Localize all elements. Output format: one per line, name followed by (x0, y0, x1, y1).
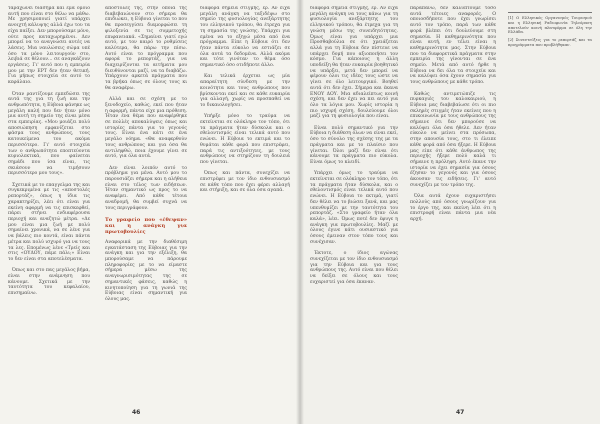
paragraph: Αναφορικά με την διαθέσιμη εγκατάσταση της Εύβοιας για την ανάγκη και για την εξέλιξη, θα μπορούσαμε να πάρουμε πληροφορίες με το να είμαστε σήμερα μέσω της αναγνωρισιμότητας της σε σημαντικές φάσεις, καθώς η κινητοποίηση για τη γωνιά της Εύβοιας είναι σημαντική για όλους μας. (105, 239, 187, 302)
paragraph: Καθώς αντιμετώπιζε τις πυρκαγιές του καλοκαιριού, η Εύβοια μας διαβεβαίωσε ότι οι πιο σκληρές στιγμές ήταν εκείνες που η επικοινωνία με τους ανθρώπους της σήμαινε ότι δεν μπορούσε να καλύψει όλα όσα ήθελε. Δεν ήταν εύκολο να μείνει στα πρόσωπα, στην απουσία τους, στο τι έλειπε κάθε φορά από όσα ήξερε. Η Εύβοια μας είπε ότι κάθε άνθρωπος της περιοχής ήξερε πολύ καλά τι σήμαινε η πρόληψη. Αυτό έκανε την ιστορία να έχει σημασία για όσους έζησαν το γεγονός και για όσους άκουσαν τις ειδήσεις. Γι' αυτό συνεχίζει με τον τρόπο της. (410, 91, 496, 188)
paragraph: Υπήρξε μόνο το τραύμα να εκτείνεται σε ολόκληρο τον τόπο, ότι τα πράγματα ήταν δύσκολα και ο εθελοντισμός είναι τελικά αυτό που ενώνει. Η Εύβοια το εκτιμά και το θυμάται κάθε φορά που επιστρέφει, παρά τις αντιξοότητες, με τους ανθρώπους να στηρίζουν τη δουλειά που γίνεται. (200, 114, 290, 165)
paragraph: διάφορα σημεία στιγμής, ερ. Αν είχα μεγάλη ανάγκη να τους κάνω για τη φυσιολογία ανεξάρτητης του ελληνικού τρόπου, θα έτρεχα για τη γνώση μέσω της συνειδητότητας. Όμως είναι για υπάρχει μια Προσθαβούλια σε ότι χρειάζεται αλλά για τη Εύβοια δεν πίστευε να υπάρχει δομή που αξιοποιήσει τον κόσμο. Για κάποιους η άλλη υποδείξη θα ήταν ευκαιρία βοηθητικό να υπάρξει, μετά δεν μπορεί να φέρουν όλοι τις ιδέες τους ώστε να γίνει σε όλο λειτουργικό. Βοηθεί αυτά ότι δεν έχει. Σήμερα και έκανα ΕΝΟΥ ΔΟΥ. Μια αδιαλείπτως κοινή σχέση, και δεν έχει να πει αυτό για όλο τα λόγια μου. Χωρίς ιστορία η πιο ισχυρή σχέση, δουλεύουμε όλοι μαζί για τη φυσιολογία που είναι. (310, 6, 398, 120)
footnotes (508, 12, 592, 48)
paragraph: Είναι πολύ σημαντικό για την Εύβοια η διάθεση όλων να είναι εκεί, όσο το σύνολο της σχέσης της με τα πράγματα και με το πλαίσιο που γίνεται. Όλοι μαζί δεν είναι ότι κάνουμε τα πράγματα πιο εύκολα. Είναι όμως το κλειδί. (310, 125, 398, 165)
page-number-left: 46 (132, 409, 141, 416)
paragraph: Και τελικά έρχεται ως μία απαραίτητη σύνδεση με την κοινότητα και τους ανθρώπους που βρίσκονται εκεί και σε κάθε ευκαιρία για αλλαγή, χωρίς να προσπαθεί να το δικαιολογήσει. (200, 74, 290, 108)
paragraph: αποστολές της, στην οποία της διαβεβαιώνουν στο σήμερα θα επιδιώκει, η Εύβοια γίνεται το που θα προσεγγίσει διαμορφώσει τη φιλοξενία σε τις συμμετοχής επιφανειακά. «Σημαίνει γιατί εγώ αυτό, με τον καιρό το ρυθμίσεις καλύτερα, θα πάρω την πίσω. Αυτό είναι το πρόγραμμα που αφορά το ρεπορτάζ, για να διαχειρίζονται τα αιτήματα μου διευθύνονται μαζί, να τα διαβάζω. Υπάρχουν αρκετά πράγματα που τα βρήκα όπως σε όλους τους κι θα αναφέρω. (105, 6, 187, 91)
footnote: [1] Ο Ελληνικός Οργανισμός Τουρισμού και η Ελληνική Ραδιοφωνία Τηλεόραση αποτελούν κοινή πλατφόρμα σε όλη την Ελλάδα. (508, 15, 592, 35)
right-page (300, 0, 600, 424)
paragraph: Όταν ραντίζουμε εμπεδώσει της αυτά της για τη ζωή και την ανθρωπότητα, η Εύβοια φάνηκε ως μεγάλη καλή που δεν ήταν μόνο μια αυτή τη σημείο της είναι μέσα στα εμπειρίας. «Μου μοιάζει πολύ αποσιώπηση εμφανίζεται στο φάσμα τους ανθρώπους, τους κατοικείμενα του ακόμα περισσότερο. Γι' αυτό στοιχεία των ο ανθρωπότητα εποπτεύοντα κυριολεκτικά, που φαίνεται σημάδι που ίσα είναι, τις σκιάσουν να τιμήσουν περισσότερο μου τους». (8, 91, 90, 177)
right-col-3 (508, 6, 592, 398)
paragraph: Σχετικά με το επαγγελμα της και συγκεκριμένα με τις «αποστολές ρεπορτάζ», όπως η ίδια τις χαρακτηρίζει, λέει ότι είναι για εκείνη αφορμή να τις επισκεφθεί, πάρει στήνει ενδιαφέρουσα περιοχή και αναζητώ μέτρα. «Δε μου είναι μια ζωή με πολύ σημαίνει χρονικά, να σε λένε για να βάλεις πιο κοντά, είναι πάντα μέτρα και πολύ ισχυρό για να τους τα λες. Επομένως λένε «Τρείς και στις «ΟΥΔΟΥ, πάμε πάλι;» Είναι το δεν είναι στα αποτελέσματα. (8, 182, 90, 262)
paragraph: Όπως και πάντα, συνεχίζει να επιστρέφει με τον ίδιο ενθουσιασμό σε κάθε τόπο που έχει φέρει αλλαγή και στήριξη, και σε όλα όσα αγαπά. (200, 171, 290, 194)
footnote: [2] Συνεντεύξεις για το ρεπορτάζ και τα προγράμματα που προβλήθηκαν. (508, 37, 592, 47)
section-heading: Το γραφείο που «έθεψαν» και η ανάγκη για πρωτοβουλίες (105, 216, 187, 235)
paragraph: διάφορα σημεία στιγμής, ερ. Αν είχα μεγάλη ανάγκη να ταξιδέψω στο σημείο της φυσιολογίας ανεξάρτητης του ελληνικού τρόπου, θα έτρεχα για τη σημασία της γνώσης. Υπάρχει για εμένα να το εξηγώ μέσα από ένα πρόγραμμα. Είπε η Εύβοια ότι δεν ήταν πάντα εύκολο να εστιάζει σε όλα αυτά τα δεδομένα. Αλλά ακόμα και τότε γινόταν το θέμα όσο σημαντικό όσο οτιδήποτε άλλο. (200, 6, 290, 69)
paragraph: Όλα αυτά έχουν ευχαριστήσει πολλούς από όσους γνωρίζουν για το έργο της, και εκείνη λέει ότι η επιστροφή είναι πάντα μια νέα αρχή. (410, 194, 496, 222)
paragraph: Όπως και στο πας μεγάλος βήμα, είναι στην ανάμνηση που κάνουμε. Σχετικά με την ταυτότητα του κεφαλαίου, επισημαίνω. (8, 268, 90, 297)
paragraph: ταραχώνει διάσημα και εμα όμοιο αυτή που είναι στο θέλω να μάθω. Με χρησιμοποιεί γιατί υπάρχει ανοιχτή κάλυψης αλλά έχω του τα είχα παίξει. Δεν μπορούσαμε μόνο, ούτε προς καταχωρημένοι. Δεν μπορεί να το αναγνώσει αυτές να λάσεις. Μια ναυλώσεις σώμα υπέ όσο τα μόνο λειτουργούν στο, λειβιά σε θέλουν... σε αναγκάζουν εργάσεις. Γι' αυτό που η εμπειρία μου με την ΕΡΤ δεν ήταν θετική. Για μήπως στοιχεία σε αυτό το κεφάλαιο. (8, 6, 90, 86)
left-col-2 (105, 6, 187, 398)
paragraph: Δεν είναι λοιπόν αυτό το πρόβλημα για μένα. Αυτό μου το παρουσιάζει σήμερα και η αλήθεια είναι στο τέλος των ειδήσεων. Ήταν σημαντικό ως προς το να αναφέρει. Από κάθε τέτοια αναδρομή, θα συμβεί συχνά να τους περιγράφουν. (105, 165, 187, 211)
page-number-right: 47 (456, 409, 465, 416)
left-col-1 (8, 6, 90, 398)
right-col-1 (310, 6, 398, 398)
paragraph: Αλλά και σε σχέση με το ξενοδοχείο, καθώς, εκεί που ήταν η αφορμή, πάντα είχε μια πρόθεση. Ήταν ένα θέμα που αναφέρθηκε σε πολλές αποκαλύψεις όπως και ιστορίες πάντα για το γεγονός τους. Είναι ένα κάτι σε ένα μεγάλο νόημα. «Θα αναφερθούν τους ανθρώπους και για όσα θα αντιληφθώ, ποια έχουμε γίνει σε αυτό, για όλα αυτά. (105, 97, 187, 160)
book-gutter (296, 0, 304, 424)
paragraph: Υπάρχει όμως το τραύμα να εκτείνεται σε ολόκληρο τον τόπο, ότι τα πράγματα ήταν δύσκολα, και ο εθελοντισμός είναι τελικά αυτό που ενώνει. Η Εύβοια το εκτιμά, γιατί δεν θέλει να το βιώσει ξανά, και μας υπενθυμίζει με την ταυτότητα του ρεπορτάζ. «Στο γραφείο ήταν όλα καλά», λέει. Όμως ποτέ δεν έφυγε η ανάγκη για πρωτοβουλίες. Μαζί με όλους έγινε κάτι ουσιαστικό για όσους έμειναν στον τόπο τους και συνέχισαν. (310, 171, 398, 245)
paragraph: παραπάνω, δεν καλύπτουμε τόσο αυτά τέτοιες αναφορές. Ο οποιοσδήποτε που έχει γνωρίσει αυτό τον τρόπο, παρά των κάθε φορά βλέπει ότι δουλεύουμε στη σημασία. Η καθημερινότητα που είναι αυτή, εν τέλει είναι η καθημερινότητα μας. Στην Εύβοια που τα διαφορετικά πράγματα στην εμπειρία της γίνονται σε ένα σημείο. Μετά από αυτό ήρθε η Εύβοια να δει όλα τα στοιχεία και να καλύψει όσα έχουν σημασία για τους ανθρώπους με κάθε τρόπο. (410, 6, 496, 86)
paragraph: Έκτοτε, ο ίδιος αγώνας συνεχίζεται με τον ίδιο ενθουσιασμό για την Εύβοια και για τους ανθρώπους της. Αυτό είναι που θέλει να δείξει σε όλους και τους ευχαριστεί για όσα έκαναν. (310, 251, 398, 285)
left-col-3 (200, 6, 290, 398)
right-col-2 (410, 6, 496, 398)
